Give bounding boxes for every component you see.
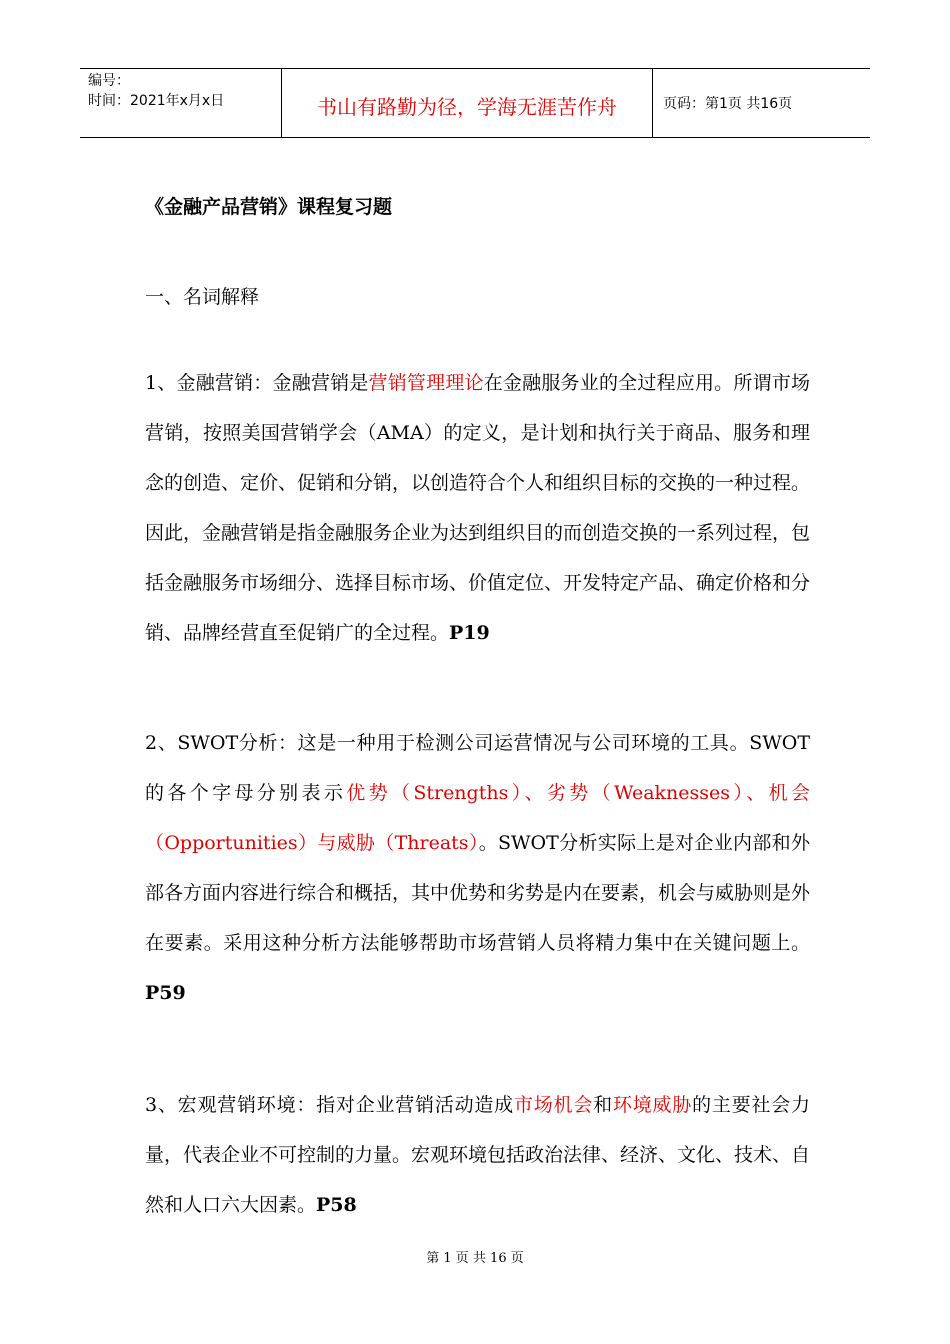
document-header bbox=[80, 68, 870, 138]
page-title: 《金融产品营销》课程复习题 bbox=[145, 196, 393, 218]
highlight-text: 环境威胁 bbox=[612, 1094, 693, 1116]
highlight-text: 营销管理理论 bbox=[368, 372, 484, 394]
term-lead: 1、金融营销：金融营销是 bbox=[145, 372, 369, 394]
definition-text: 在金融服务业的全过程应用。所谓市场营销，按照美国营销学会（AMA）的定义，是计划和执行关于商品、服务和理念的创造、定价、促销和分销，以创造符合个人和组织目标的交换的一种过程。因此，金融营销是指金融服务企业为达到组织目的而创造交换的一系列过程，包括金融服务市场细分、选择目标市场、价值定位、开发特定产品、确定价格和分销、品牌经营直至促销广的全过程。 bbox=[145, 372, 811, 644]
page-reference: P58 bbox=[316, 1194, 357, 1216]
page-reference: P59 bbox=[145, 982, 186, 1004]
definition-text: 。SWOT分析实际上是对企业内部和外部各方面内容进行综合和概括，其中优势和劣势是内在要素，机会与威胁则是外在要素。采用这种分析方法能够帮助市场营销人员将精力集中在关键问题上。 bbox=[145, 832, 811, 954]
term-macro-environment bbox=[145, 1080, 810, 1230]
header-page-cell bbox=[653, 69, 870, 137]
page-info: 页码：第1页 共16页 bbox=[663, 96, 793, 112]
highlight-text: 市场机会 bbox=[513, 1094, 594, 1116]
motto: 书山有路勤为径，学海无涯苦作舟 bbox=[317, 95, 617, 119]
number-label: 编号： bbox=[88, 73, 130, 89]
page-reference: P19 bbox=[449, 622, 490, 644]
connector-text: 和 bbox=[593, 1094, 613, 1116]
page-footer: 第 1 页 共 16 页 bbox=[426, 1251, 524, 1266]
term-swot bbox=[145, 718, 810, 1018]
term-lead: 2、SWOT分析：这是一种用于检测公司运营情况与公司环境的工具。SWOT的各个字母分别表示 bbox=[145, 732, 810, 804]
time-label: 时间：2021年x月x日 bbox=[88, 93, 225, 109]
term-financial-marketing bbox=[145, 358, 810, 658]
header-motto-cell bbox=[282, 69, 653, 137]
term-lead: 3、宏观营销环境：指对企业营销活动造成 bbox=[145, 1094, 514, 1116]
definition-text: 的主要社会力量，代表企业不可控制的力量。宏观环境包括政治法律、经济、文化、技术、自然和人口六大因素。 bbox=[145, 1094, 811, 1216]
header-meta-cell bbox=[80, 69, 282, 137]
section-heading: 一、名词解释 bbox=[145, 286, 260, 308]
highlight-text: 优势（Strengths）、劣势（Weaknesses）、机会（Opportunities）与威胁（Threats） bbox=[145, 782, 810, 854]
